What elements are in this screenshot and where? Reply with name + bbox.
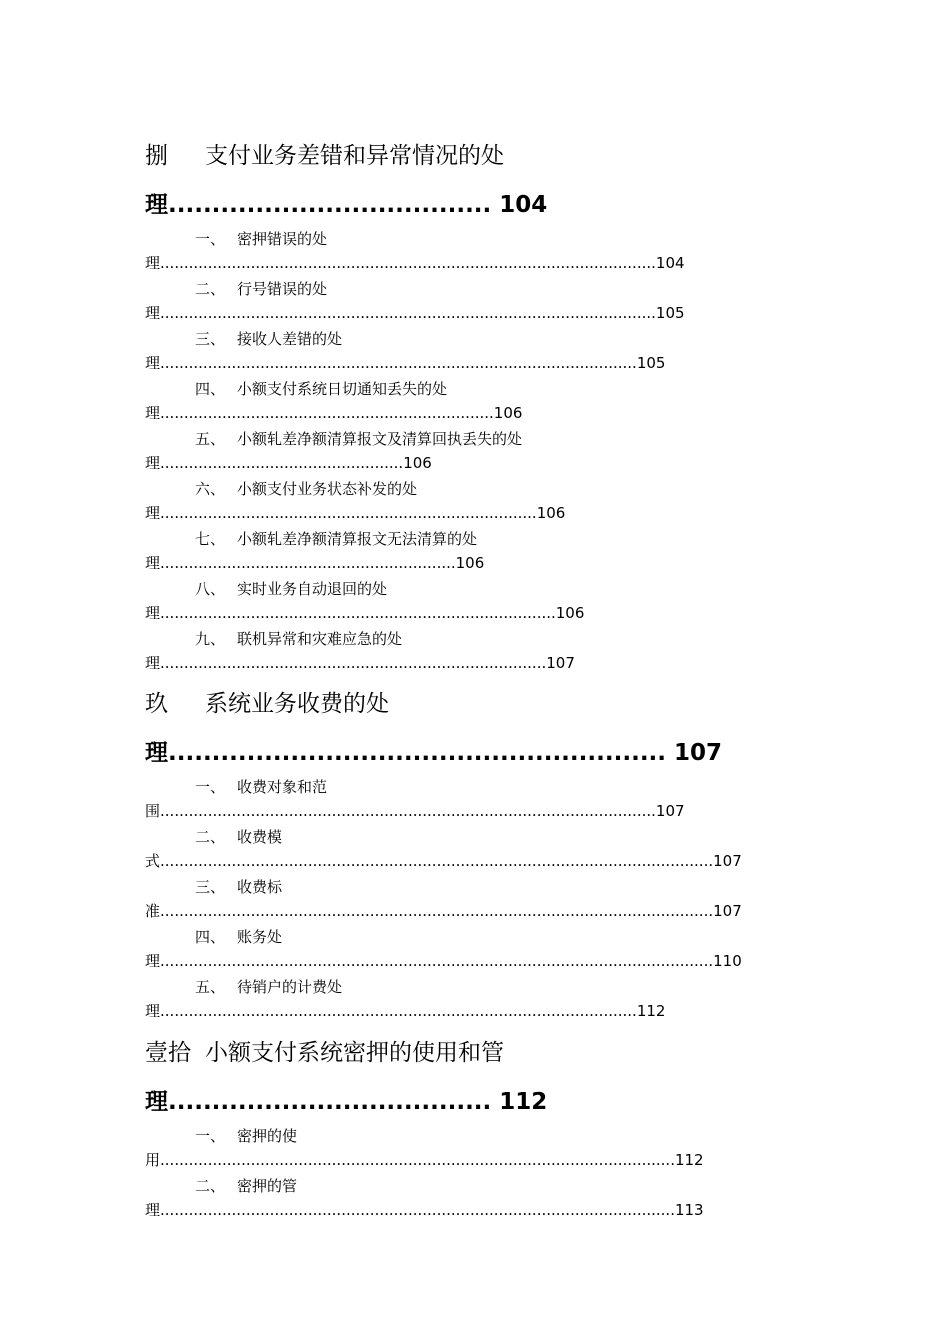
toc-entry xyxy=(195,628,402,649)
entry-number: 四、 xyxy=(195,380,226,398)
toc-entry-continuation xyxy=(145,652,575,673)
entry-title-tail: 用 xyxy=(145,1151,161,1169)
entry-title: 小额轧差净额清算报文无法清算的处 xyxy=(237,530,478,548)
dot-leader: ......................................................... xyxy=(168,740,667,766)
toc-entry-continuation xyxy=(145,850,742,871)
entry-page-number: 112 xyxy=(636,1002,666,1020)
entry-title: 联机异常和灾难应急的处 xyxy=(237,630,403,648)
entry-page-number: 107 xyxy=(713,852,742,870)
toc-entry-continuation xyxy=(145,552,484,573)
entry-number: 五、 xyxy=(195,978,226,996)
entry-title-tail: 理 xyxy=(145,654,161,672)
entry-number: 八、 xyxy=(195,580,226,598)
chapter-title-tail: 理 xyxy=(145,192,168,218)
entry-title-tail: 理 xyxy=(145,952,161,970)
entry-title: 账务处 xyxy=(237,928,283,946)
chapter-title: 小额支付系统密押的使用和管 xyxy=(205,1040,504,1066)
entry-number: 三、 xyxy=(195,330,226,348)
entry-title: 密押的使 xyxy=(237,1127,298,1145)
toc-entry-continuation xyxy=(145,452,432,473)
entry-title-tail: 式 xyxy=(145,852,161,870)
dot-leader: .................................................................................................... xyxy=(160,354,637,372)
entry-title-tail: 准 xyxy=(145,902,161,920)
entry-title-tail: 理 xyxy=(145,504,161,522)
dot-leader: ............................................................................................................ xyxy=(160,1151,675,1169)
toc-entry-continuation xyxy=(145,302,685,323)
chapter-page-number: 104 xyxy=(499,192,548,218)
entry-page-number: 110 xyxy=(713,952,742,970)
entry-page-number: 106 xyxy=(403,454,432,472)
toc-entry-continuation xyxy=(145,1000,665,1021)
toc-entry-continuation xyxy=(145,800,685,821)
dot-leader: ................................................................................... xyxy=(160,604,556,622)
entry-title: 收费标 xyxy=(237,878,283,896)
entry-title: 小额轧差净额清算报文及清算回执丢失的处 xyxy=(237,430,523,448)
toc-entry xyxy=(195,926,282,947)
chapter-title: 支付业务差错和异常情况的处 xyxy=(205,143,504,169)
entry-number: 二、 xyxy=(195,828,226,846)
entry-title-tail: 理 xyxy=(145,454,161,472)
entry-title: 小额支付业务状态补发的处 xyxy=(237,480,418,498)
entry-title: 收费对象和范 xyxy=(237,778,328,796)
entry-title: 实时业务自动退回的处 xyxy=(237,580,388,598)
toc-entry xyxy=(195,378,447,399)
entry-page-number: 106 xyxy=(536,504,566,522)
chapter-page-number: 112 xyxy=(499,1089,548,1115)
entry-title-tail: 理 xyxy=(145,604,161,622)
chapter-heading-continuation xyxy=(145,734,722,767)
toc-entry xyxy=(195,776,327,797)
chapter-number: 捌 xyxy=(145,143,168,169)
entry-title-tail: 理 xyxy=(145,554,161,572)
entry-title: 密押错误的处 xyxy=(237,230,328,248)
entry-title-tail: 理 xyxy=(145,354,161,372)
entry-page-number: 107 xyxy=(655,802,685,820)
toc-entry xyxy=(195,876,282,897)
entry-title-tail: 理 xyxy=(145,304,161,322)
chapter-title: 系统业务收费的处 xyxy=(205,691,389,717)
entry-page-number: 112 xyxy=(674,1151,704,1169)
toc-entry xyxy=(195,1125,297,1146)
toc-entry-continuation xyxy=(145,602,584,623)
entry-number: 三、 xyxy=(195,878,226,896)
entry-page-number: 106 xyxy=(493,404,523,422)
toc-entry xyxy=(195,1175,297,1196)
entry-page-number: 104 xyxy=(655,254,685,272)
entry-title: 接收人差错的处 xyxy=(237,330,343,348)
entry-number: 六、 xyxy=(195,480,226,498)
toc-entry xyxy=(195,428,522,449)
entry-title-tail: 理 xyxy=(145,1201,161,1219)
dot-leader: .............................................................. xyxy=(160,554,456,572)
entry-number: 四、 xyxy=(195,928,226,946)
entry-title: 密押的管 xyxy=(237,1177,298,1195)
toc-entry xyxy=(195,528,477,549)
entry-number: 一、 xyxy=(195,1127,226,1145)
entry-page-number: 113 xyxy=(674,1201,704,1219)
chapter-page-number: 107 xyxy=(674,740,723,766)
toc-entry xyxy=(195,826,282,847)
dot-leader: ........................................................................................................ xyxy=(160,254,656,272)
entry-page-number: 106 xyxy=(455,554,485,572)
toc-entry-continuation xyxy=(145,402,522,423)
toc-entry xyxy=(195,976,342,997)
dot-leader: .................................................................................................... xyxy=(160,1002,637,1020)
entry-title: 行号错误的处 xyxy=(237,280,328,298)
entry-number: 一、 xyxy=(195,230,226,248)
chapter-heading-continuation xyxy=(145,1083,547,1116)
dot-leader: .................................................................................................................... xyxy=(160,952,714,970)
entry-title-tail: 理 xyxy=(145,1002,161,1020)
entry-title-tail: 理 xyxy=(145,254,161,272)
toc-entry xyxy=(195,478,417,499)
entry-page-number: 105 xyxy=(636,354,666,372)
dot-leader: ................................................................................. xyxy=(160,654,547,672)
entry-title-tail: 围 xyxy=(145,802,161,820)
entry-number: 一、 xyxy=(195,778,226,796)
chapter-heading xyxy=(145,1034,504,1067)
chapter-title-tail: 理 xyxy=(145,1089,168,1115)
toc-entry xyxy=(195,228,327,249)
entry-title: 收费模 xyxy=(237,828,283,846)
entry-title: 待销户的计费处 xyxy=(237,978,343,996)
chapter-heading-continuation xyxy=(145,186,547,219)
entry-page-number: 107 xyxy=(546,654,575,672)
dot-leader: ............................................................................... xyxy=(160,504,537,522)
dot-leader: ..................................... xyxy=(168,192,492,218)
toc-entry xyxy=(195,578,387,599)
entry-number: 七、 xyxy=(195,530,226,548)
entry-number: 二、 xyxy=(195,1177,226,1195)
entry-page-number: 105 xyxy=(655,304,685,322)
entry-title-tail: 理 xyxy=(145,404,161,422)
entry-number: 二、 xyxy=(195,280,226,298)
chapter-number: 壹拾 xyxy=(145,1040,191,1066)
dot-leader: ........................................................................................................ xyxy=(160,304,656,322)
toc-entry xyxy=(195,328,342,349)
toc-entry-continuation xyxy=(145,252,685,273)
dot-leader: ........................................................................................................ xyxy=(160,802,656,820)
toc-entry xyxy=(195,278,327,299)
entry-page-number: 106 xyxy=(555,604,585,622)
chapter-number: 玖 xyxy=(145,691,168,717)
chapter-heading xyxy=(145,137,504,170)
toc-entry-continuation xyxy=(145,502,565,523)
dot-leader: .................................................................................................................... xyxy=(160,902,714,920)
dot-leader: ...................................................................... xyxy=(160,404,494,422)
entry-number: 九、 xyxy=(195,630,226,648)
toc-entry-continuation xyxy=(145,900,742,921)
dot-leader: ................................................... xyxy=(160,454,404,472)
entry-title: 小额支付系统日切通知丢失的处 xyxy=(237,380,448,398)
entry-number: 五、 xyxy=(195,430,226,448)
chapter-title-tail: 理 xyxy=(145,740,168,766)
dot-leader: ..................................... xyxy=(168,1089,492,1115)
toc-entry-continuation xyxy=(145,950,742,971)
entry-page-number: 107 xyxy=(713,902,742,920)
toc-entry-continuation xyxy=(145,1199,704,1220)
chapter-heading xyxy=(145,685,389,718)
toc-entry-continuation xyxy=(145,1149,704,1170)
dot-leader: ............................................................................................................ xyxy=(160,1201,675,1219)
dot-leader: .................................................................................................................... xyxy=(160,852,714,870)
toc-entry-continuation xyxy=(145,352,665,373)
